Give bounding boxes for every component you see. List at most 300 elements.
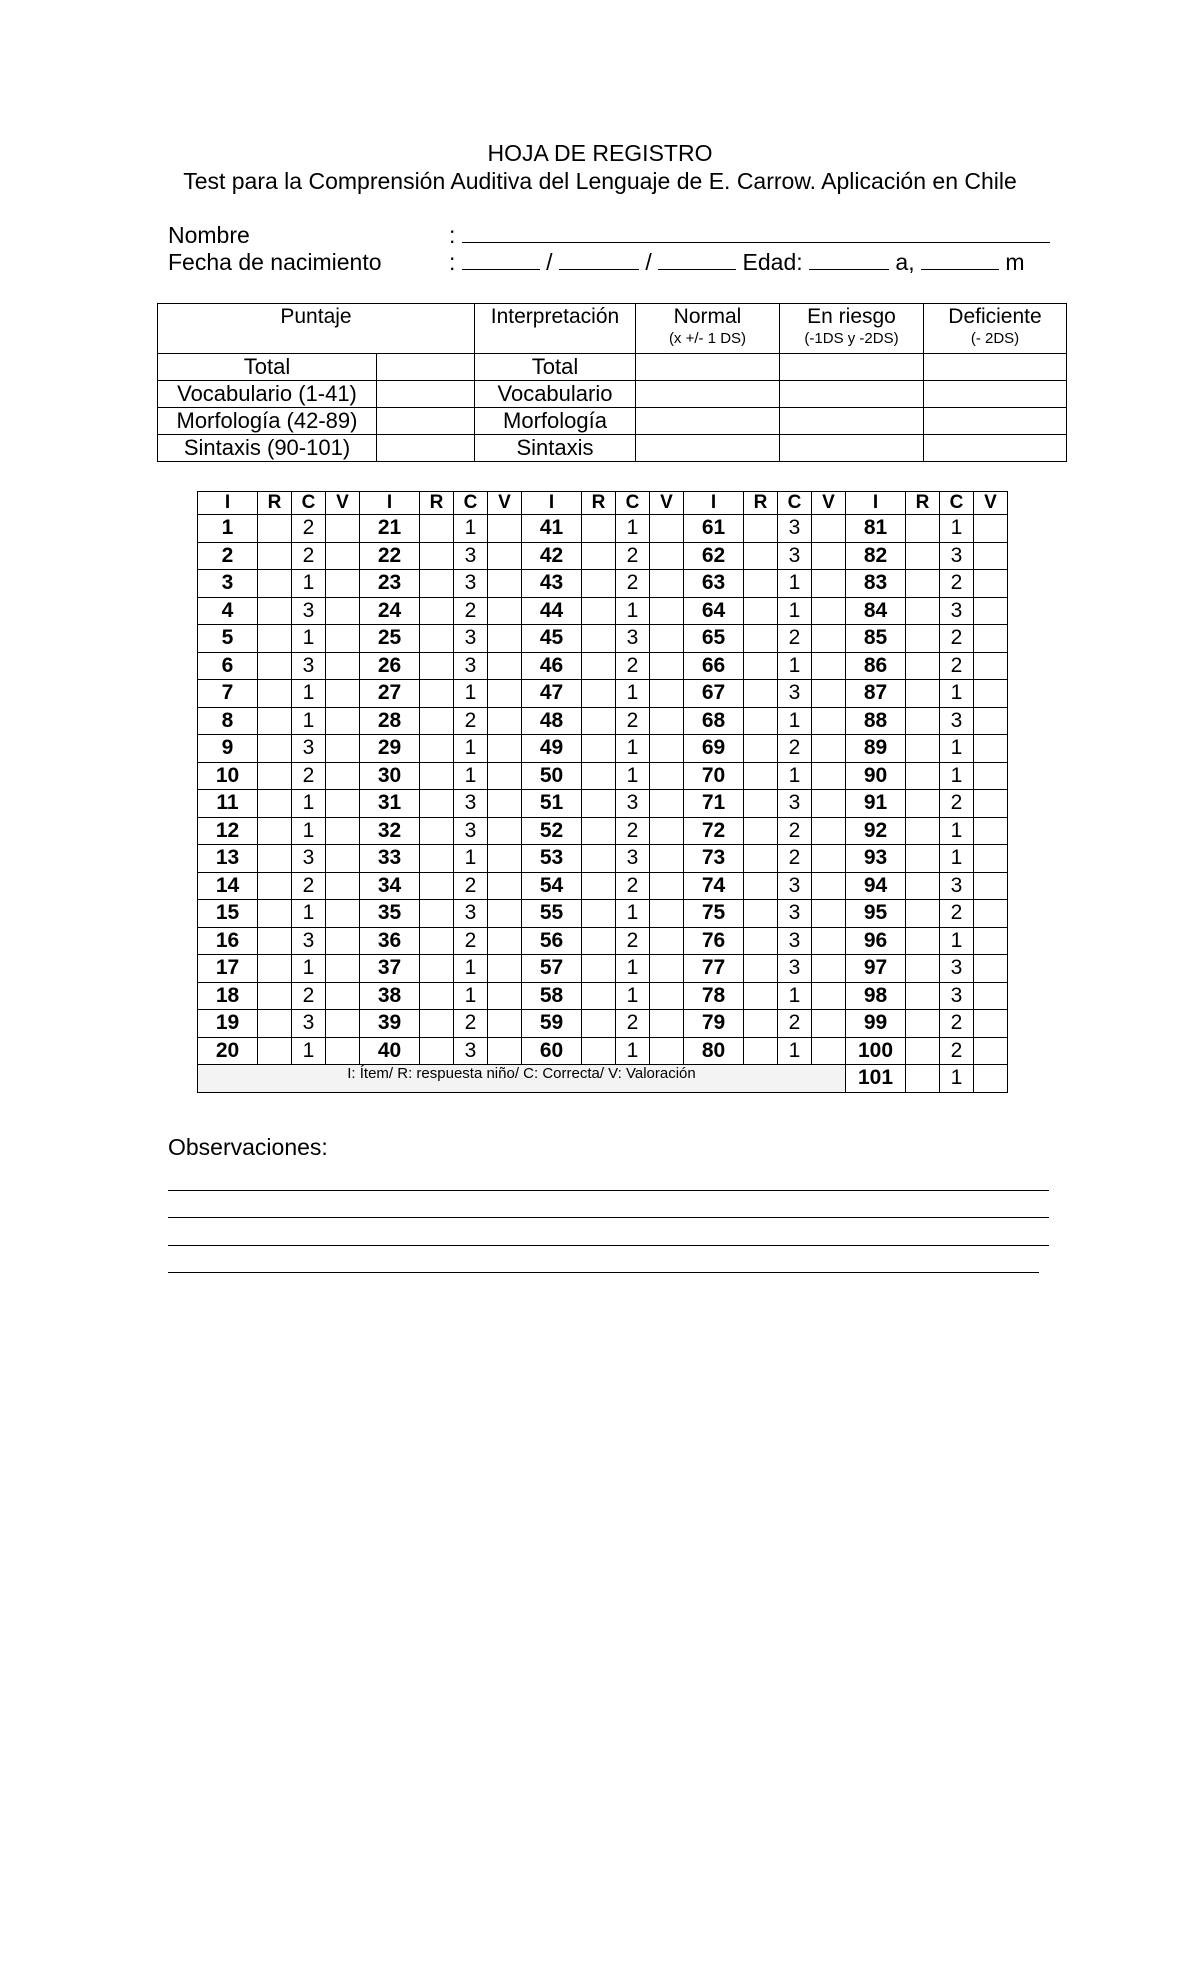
valuation-cell[interactable] [974,625,1008,653]
normal-cell[interactable] [636,435,780,462]
response-cell[interactable] [420,845,454,873]
response-cell[interactable] [906,625,940,653]
valuation-cell[interactable] [812,927,846,955]
correct-answer: 1 [940,735,974,763]
valuation-cell[interactable] [650,542,684,570]
response-cell[interactable] [906,542,940,570]
valuation-cell[interactable] [326,1037,360,1065]
age-months-blank[interactable] [921,249,999,270]
valuation-cell[interactable] [650,817,684,845]
correct-answer: 2 [616,542,650,570]
correct-answer: 3 [616,790,650,818]
valuation-cell[interactable] [974,817,1008,845]
normal-cell[interactable] [636,408,780,435]
response-cell[interactable] [582,680,616,708]
item-number: 100 [846,1037,906,1065]
correct-answer: 1 [292,707,326,735]
item-number: 67 [684,680,744,708]
item-number: 54 [522,872,582,900]
interpretation-label: Morfología [475,408,636,435]
response-cell[interactable] [906,680,940,708]
item-number: 2 [198,542,258,570]
deficiente-header [924,304,1067,354]
response-cell[interactable] [906,872,940,900]
valuation-cell[interactable] [812,570,846,598]
score-row [158,435,1067,462]
valuation-cell[interactable] [812,955,846,983]
response-cell[interactable] [906,570,940,598]
valuation-cell[interactable] [650,680,684,708]
deficiente-cell[interactable] [924,408,1067,435]
valuation-cell[interactable] [650,652,684,680]
response-cell[interactable] [258,927,292,955]
grid-row [198,652,1008,680]
response-cell[interactable] [582,900,616,928]
item-number: 85 [846,625,906,653]
valuation-cell[interactable] [326,652,360,680]
response-cell[interactable] [744,900,778,928]
response-cell[interactable] [906,515,940,543]
response-cell[interactable] [258,790,292,818]
item-number: 10 [198,762,258,790]
valuation-cell[interactable] [488,900,522,928]
age-years-blank[interactable] [809,249,889,270]
puntaje-header: Puntaje [158,304,475,354]
observation-line-4[interactable] [168,1272,1039,1273]
score-value-cell[interactable] [377,435,475,462]
valuation-cell[interactable] [812,597,846,625]
valuation-cell[interactable] [974,597,1008,625]
deficiente-cell[interactable] [924,354,1067,381]
valuation-cell[interactable] [650,872,684,900]
response-cell[interactable] [420,900,454,928]
observations-label: Observaciones: [168,1134,328,1160]
valuation-cell[interactable] [650,735,684,763]
response-cell[interactable] [258,597,292,625]
response-cell[interactable] [744,625,778,653]
response-cell[interactable] [744,515,778,543]
valuation-cell[interactable] [974,927,1008,955]
correct-answer: 1 [454,955,488,983]
valuation-cell[interactable] [812,1037,846,1065]
response-cell[interactable] [906,955,940,983]
item-number: 49 [522,735,582,763]
correct-answer: 1 [940,762,974,790]
grid-header-r: R [420,492,454,515]
response-cell[interactable] [744,542,778,570]
response-cell[interactable] [258,762,292,790]
valuation-cell[interactable] [974,680,1008,708]
grid-header-c: C [616,492,650,515]
correct-answer: 2 [616,570,650,598]
response-cell[interactable] [582,707,616,735]
valuation-cell[interactable] [488,515,522,543]
grid-row [198,927,1008,955]
response-cell[interactable] [582,762,616,790]
response-cell[interactable] [906,735,940,763]
valuation-cell[interactable] [326,680,360,708]
response-cell[interactable] [906,1065,940,1093]
response-cell[interactable] [582,790,616,818]
response-cell[interactable] [582,1037,616,1065]
response-cell[interactable] [420,625,454,653]
valuation-cell[interactable] [812,790,846,818]
valuation-cell[interactable] [812,680,846,708]
response-cell[interactable] [744,597,778,625]
response-cell[interactable] [582,845,616,873]
response-cell[interactable] [258,817,292,845]
response-cell[interactable] [258,1037,292,1065]
grid-header-c: C [292,492,326,515]
valuation-cell[interactable] [326,955,360,983]
response-cell[interactable] [744,762,778,790]
correct-answer: 1 [454,845,488,873]
valuation-cell[interactable] [812,817,846,845]
score-value-cell[interactable] [377,381,475,408]
valuation-cell[interactable] [974,1037,1008,1065]
valuation-cell[interactable] [326,515,360,543]
normal-cell[interactable] [636,381,780,408]
response-cell[interactable] [744,955,778,983]
birth-year-blank[interactable] [658,249,736,270]
response-cell[interactable] [258,652,292,680]
valuation-cell[interactable] [326,597,360,625]
name-colon: : [449,222,456,248]
response-cell[interactable] [420,652,454,680]
response-cell[interactable] [420,570,454,598]
valuation-cell[interactable] [974,652,1008,680]
correct-answer: 1 [778,570,812,598]
valuation-cell[interactable] [326,570,360,598]
valuation-cell[interactable] [326,790,360,818]
correct-answer: 1 [616,735,650,763]
riesgo-cell[interactable] [780,435,924,462]
valuation-cell[interactable] [488,790,522,818]
valuation-cell[interactable] [488,982,522,1010]
grid-row [198,680,1008,708]
response-cell[interactable] [258,900,292,928]
valuation-cell[interactable] [650,1037,684,1065]
valuation-cell[interactable] [488,1010,522,1038]
item-number: 33 [360,845,420,873]
score-value-cell[interactable] [377,408,475,435]
response-cell[interactable] [258,515,292,543]
response-cell[interactable] [258,872,292,900]
correct-answer: 3 [778,872,812,900]
grid-row [198,570,1008,598]
response-cell[interactable] [258,707,292,735]
valuation-cell[interactable] [488,1037,522,1065]
response-cell[interactable] [906,982,940,1010]
valuation-cell[interactable] [812,762,846,790]
response-cell[interactable] [582,955,616,983]
response-cell[interactable] [420,927,454,955]
response-cell[interactable] [258,845,292,873]
response-cell[interactable] [744,982,778,1010]
valuation-cell[interactable] [326,982,360,1010]
observation-line-2[interactable] [168,1217,1049,1218]
correct-answer: 3 [292,927,326,955]
response-cell[interactable] [258,625,292,653]
response-cell[interactable] [582,515,616,543]
valuation-cell[interactable] [974,790,1008,818]
valuation-cell[interactable] [974,982,1008,1010]
response-cell[interactable] [906,1010,940,1038]
birth-month-blank[interactable] [559,249,639,270]
valuation-cell[interactable] [488,625,522,653]
response-cell[interactable] [420,707,454,735]
item-number: 53 [522,845,582,873]
valuation-cell[interactable] [488,845,522,873]
valuation-cell[interactable] [326,735,360,763]
valuation-cell[interactable] [974,900,1008,928]
valuation-cell[interactable] [488,597,522,625]
valuation-cell[interactable] [974,872,1008,900]
valuation-cell[interactable] [650,982,684,1010]
valuation-cell[interactable] [326,625,360,653]
valuation-cell[interactable] [326,845,360,873]
valuation-cell[interactable] [812,542,846,570]
valuation-cell[interactable] [974,1065,1008,1093]
response-cell[interactable] [258,680,292,708]
correct-answer: 1 [940,817,974,845]
response-cell[interactable] [906,790,940,818]
response-cell[interactable] [582,597,616,625]
valuation-cell[interactable] [326,872,360,900]
valuation-cell[interactable] [326,542,360,570]
valuation-cell[interactable] [488,872,522,900]
valuation-cell[interactable] [974,735,1008,763]
valuation-cell[interactable] [812,845,846,873]
response-cell[interactable] [420,982,454,1010]
response-cell[interactable] [906,845,940,873]
response-cell[interactable] [906,817,940,845]
valuation-cell[interactable] [812,652,846,680]
response-cell[interactable] [420,790,454,818]
response-cell[interactable] [582,982,616,1010]
valuation-cell[interactable] [650,707,684,735]
valuation-cell[interactable] [488,680,522,708]
response-cell[interactable] [420,762,454,790]
valuation-cell[interactable] [650,570,684,598]
valuation-cell[interactable] [650,900,684,928]
response-cell[interactable] [420,680,454,708]
response-cell[interactable] [906,1037,940,1065]
valuation-cell[interactable] [488,817,522,845]
response-cell[interactable] [582,927,616,955]
item-number: 77 [684,955,744,983]
valuation-cell[interactable] [650,515,684,543]
response-cell[interactable] [582,817,616,845]
response-cell[interactable] [258,542,292,570]
score-row-label: Morfología (42-89) [158,408,377,435]
interpretation-label: Vocabulario [475,381,636,408]
response-cell[interactable] [582,1010,616,1038]
response-cell[interactable] [744,817,778,845]
item-number: 28 [360,707,420,735]
valuation-cell[interactable] [326,817,360,845]
item-number: 44 [522,597,582,625]
response-cell[interactable] [744,680,778,708]
response-cell[interactable] [420,735,454,763]
correct-answer: 2 [778,845,812,873]
item-number: 17 [198,955,258,983]
response-cell[interactable] [744,1037,778,1065]
correct-answer: 2 [940,900,974,928]
item-number: 39 [360,1010,420,1038]
deficiente-cell[interactable] [924,435,1067,462]
response-cell[interactable] [258,955,292,983]
response-cell[interactable] [258,570,292,598]
item-number: 38 [360,982,420,1010]
response-cell[interactable] [420,1010,454,1038]
valuation-cell[interactable] [488,955,522,983]
correct-answer: 2 [778,625,812,653]
response-cell[interactable] [420,542,454,570]
correct-answer: 2 [292,762,326,790]
response-cell[interactable] [744,735,778,763]
valuation-cell[interactable] [812,982,846,1010]
response-cell[interactable] [582,542,616,570]
response-cell[interactable] [582,570,616,598]
normal-cell[interactable] [636,354,780,381]
correct-answer: 2 [454,927,488,955]
observation-line-1[interactable] [168,1190,1049,1191]
response-cell[interactable] [420,515,454,543]
valuation-cell[interactable] [488,707,522,735]
valuation-cell[interactable] [974,1010,1008,1038]
riesgo-cell[interactable] [780,381,924,408]
valuation-cell[interactable] [326,900,360,928]
valuation-cell[interactable] [650,597,684,625]
item-number: 8 [198,707,258,735]
valuation-cell[interactable] [326,762,360,790]
response-cell[interactable] [744,652,778,680]
response-cell[interactable] [744,927,778,955]
correct-answer: 2 [616,1010,650,1038]
item-number: 55 [522,900,582,928]
response-cell[interactable] [906,762,940,790]
observation-line-3[interactable] [168,1245,1049,1246]
valuation-cell[interactable] [488,762,522,790]
valuation-cell[interactable] [650,790,684,818]
valuation-cell[interactable] [974,845,1008,873]
response-cell[interactable] [744,872,778,900]
valuation-cell[interactable] [974,542,1008,570]
deficiente-cell[interactable] [924,381,1067,408]
valuation-cell[interactable] [650,927,684,955]
response-cell[interactable] [744,1010,778,1038]
valuation-cell[interactable] [650,625,684,653]
riesgo-header [780,304,924,354]
response-cell[interactable] [420,955,454,983]
response-cell[interactable] [906,707,940,735]
valuation-cell[interactable] [326,707,360,735]
valuation-cell[interactable] [326,927,360,955]
valuation-cell[interactable] [812,872,846,900]
response-cell[interactable] [420,597,454,625]
valuation-cell[interactable] [974,955,1008,983]
grid-header-r: R [906,492,940,515]
valuation-cell[interactable] [812,625,846,653]
correct-answer: 3 [778,542,812,570]
name-blank[interactable] [462,222,1050,243]
response-cell[interactable] [258,735,292,763]
response-cell[interactable] [420,872,454,900]
age-months-unit: m [1005,249,1025,275]
item-number: 96 [846,927,906,955]
valuation-cell[interactable] [974,515,1008,543]
response-cell[interactable] [906,652,940,680]
valuation-cell[interactable] [650,955,684,983]
correct-answer: 1 [454,515,488,543]
response-cell[interactable] [744,845,778,873]
item-number: 36 [360,927,420,955]
correct-answer: 1 [616,900,650,928]
valuation-cell[interactable] [488,542,522,570]
birth-day-blank[interactable] [462,249,540,270]
score-value-cell[interactable] [377,354,475,381]
response-cell[interactable] [420,817,454,845]
valuation-cell[interactable] [812,1010,846,1038]
correct-answer: 3 [454,1037,488,1065]
item-number: 45 [522,625,582,653]
valuation-cell[interactable] [812,515,846,543]
correct-answer: 1 [616,597,650,625]
valuation-cell[interactable] [650,1010,684,1038]
item-number: 21 [360,515,420,543]
score-row-label: Sintaxis (90-101) [158,435,377,462]
response-cell[interactable] [582,735,616,763]
response-cell[interactable] [906,927,940,955]
riesgo-cell[interactable] [780,408,924,435]
valuation-cell[interactable] [974,707,1008,735]
correct-answer: 1 [616,982,650,1010]
correct-answer: 2 [940,652,974,680]
response-cell[interactable] [258,982,292,1010]
item-number: 72 [684,817,744,845]
valuation-cell[interactable] [326,1010,360,1038]
correct-answer: 1 [778,982,812,1010]
valuation-cell[interactable] [812,900,846,928]
correct-answer: 3 [778,680,812,708]
response-cell[interactable] [420,1037,454,1065]
response-cell[interactable] [906,900,940,928]
riesgo-cell[interactable] [780,354,924,381]
response-cell[interactable] [582,625,616,653]
grid-row [198,1037,1008,1065]
valuation-cell[interactable] [974,570,1008,598]
response-cell[interactable] [744,790,778,818]
response-cell[interactable] [744,707,778,735]
valuation-cell[interactable] [812,735,846,763]
response-cell[interactable] [582,872,616,900]
response-cell[interactable] [582,652,616,680]
valuation-cell[interactable] [488,652,522,680]
valuation-cell[interactable] [650,845,684,873]
response-cell[interactable] [906,597,940,625]
valuation-cell[interactable] [974,762,1008,790]
correct-answer: 3 [454,625,488,653]
valuation-cell[interactable] [650,762,684,790]
valuation-cell[interactable] [812,707,846,735]
response-cell[interactable] [744,570,778,598]
normal-header [636,304,780,354]
valuation-cell[interactable] [488,735,522,763]
response-cell[interactable] [258,1010,292,1038]
valuation-cell[interactable] [488,570,522,598]
valuation-cell[interactable] [488,927,522,955]
